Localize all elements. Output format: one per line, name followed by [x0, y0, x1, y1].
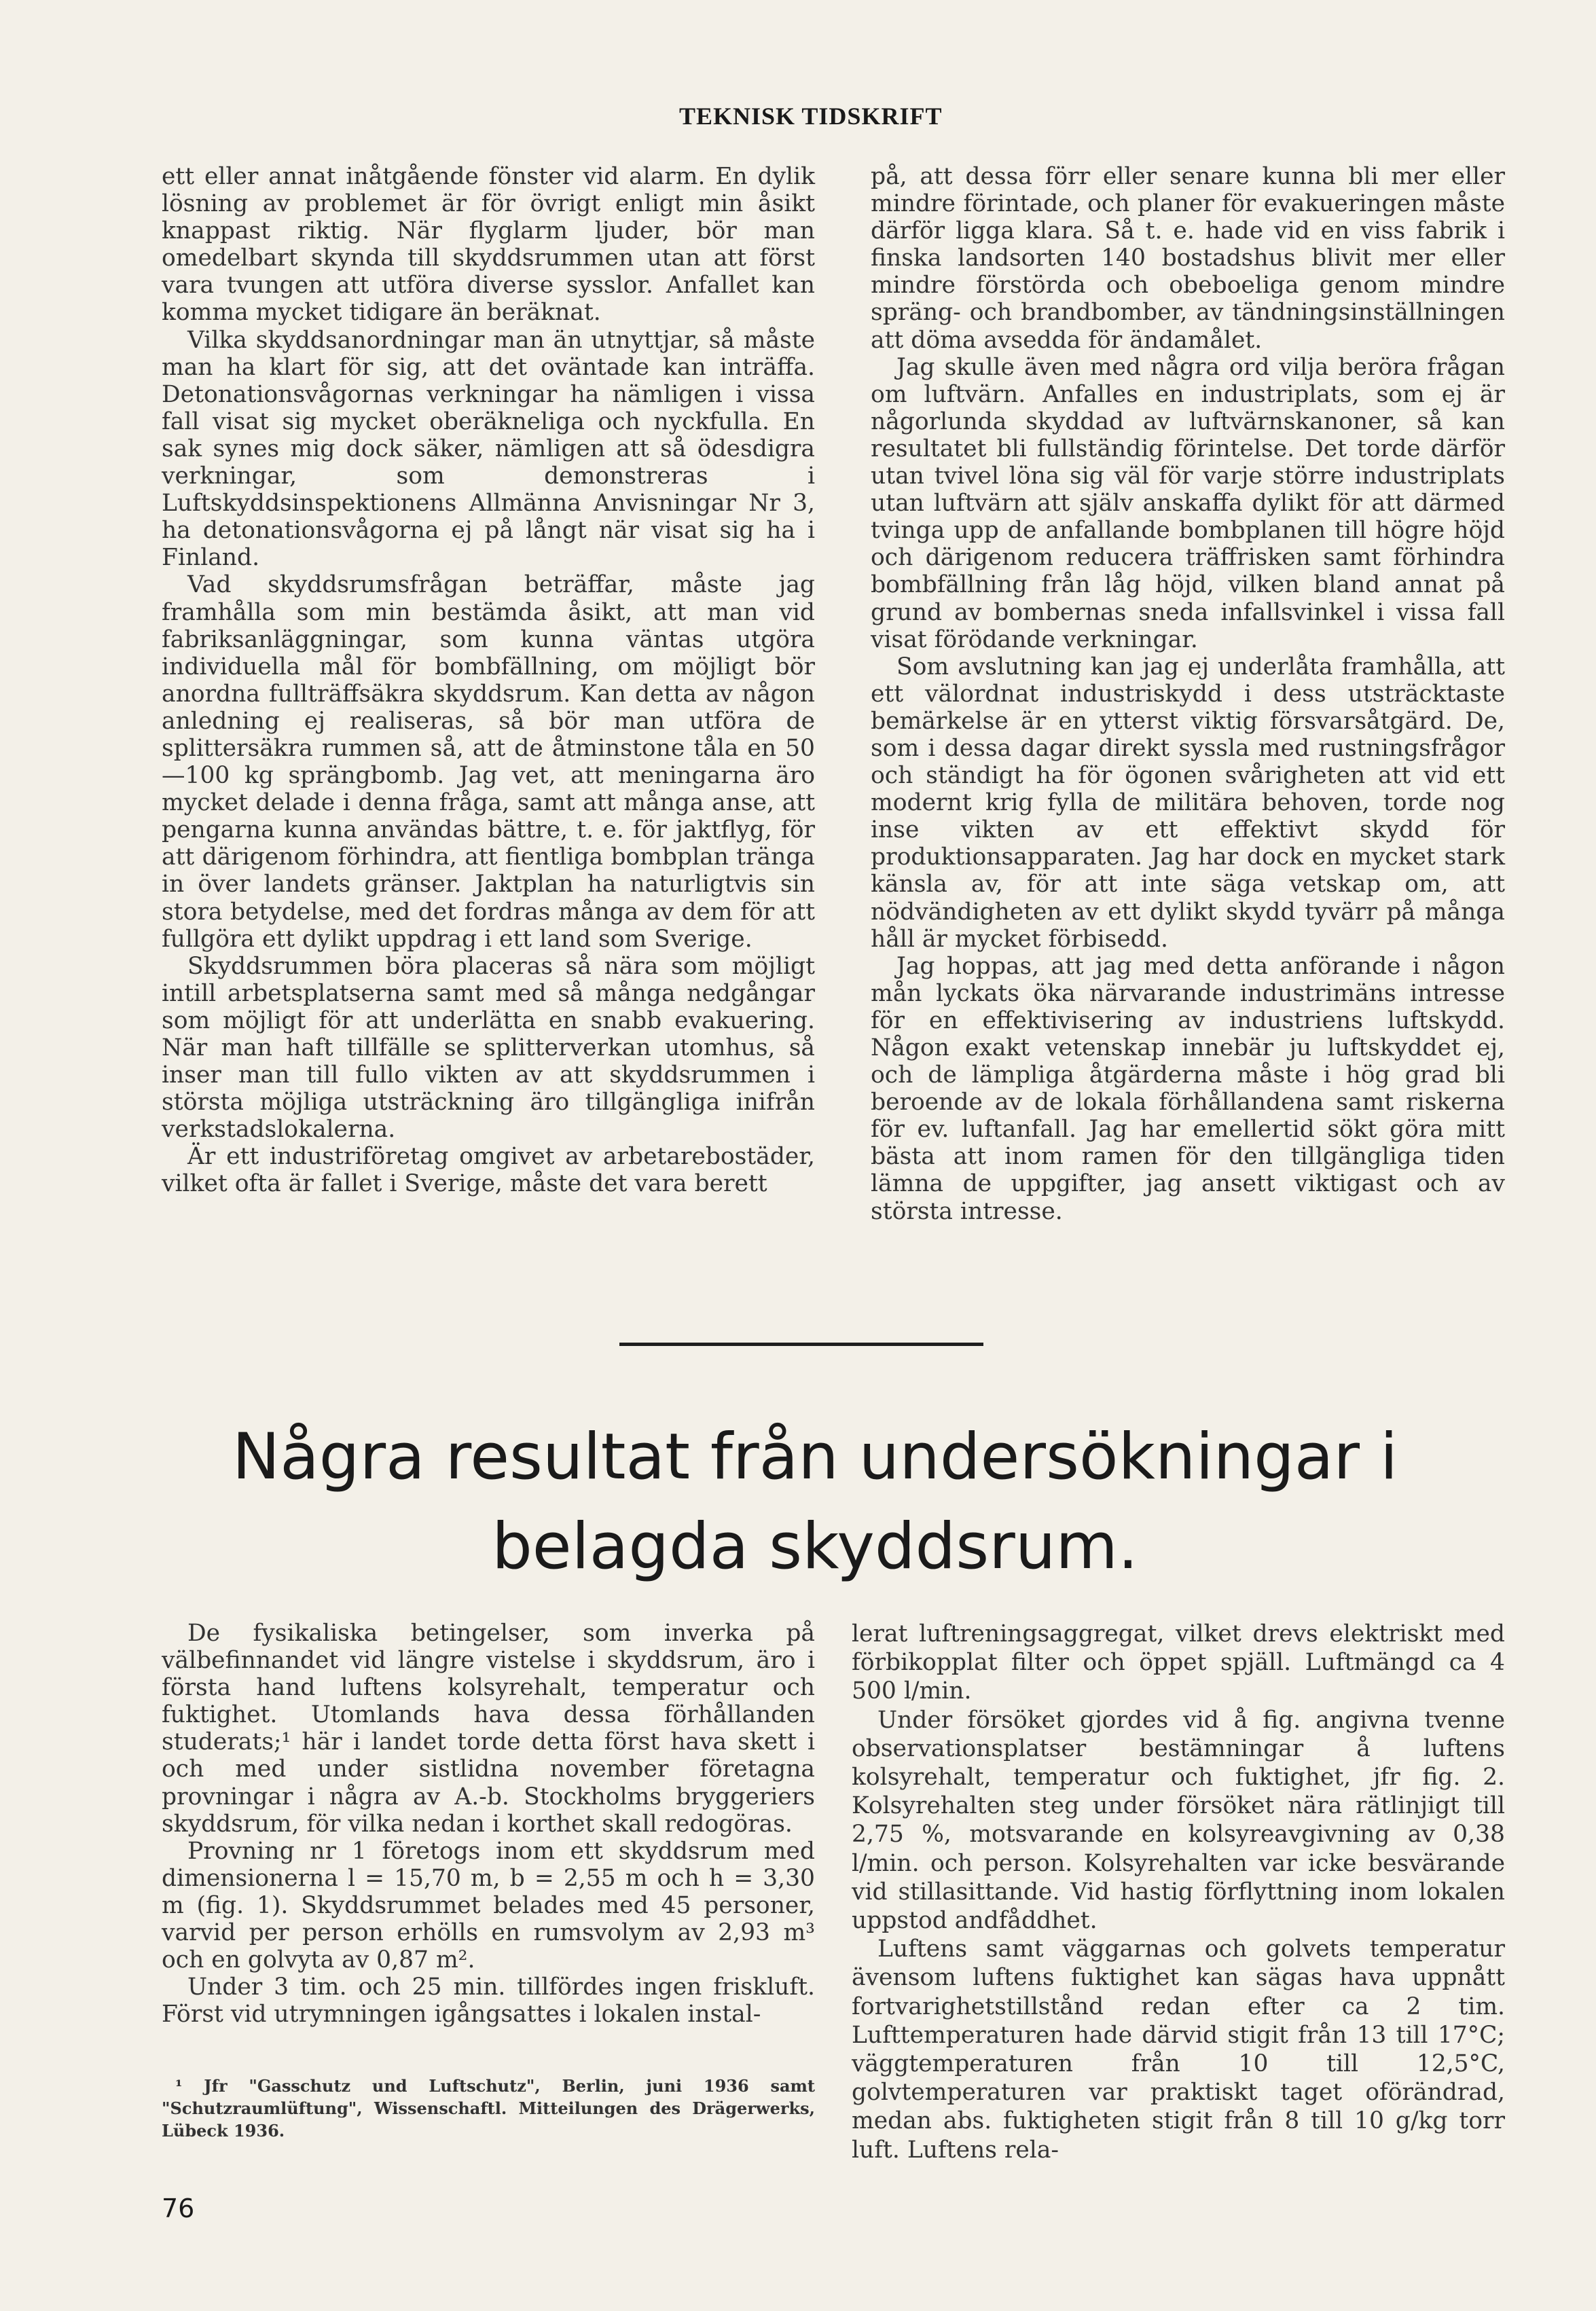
paragraph: Som avslutning kan jag ej underlåta framhålla, att ett välordnat industriskydd i dess utsträcktaste bemärkelse är en ytterst viktig försvarsåtgärd. De, som i dessa dagar direkt syssla med rustningsfrågor och ständigt ha för ögonen svårigheten att vid ett modernt krig fylla de militära behoven, torde nog inse vikten av ett effektivt skydd för produktionsapparaten. Jag har dock en mycket stark känsla av, för att inte säga vetskap om, att nödvändigheten av ett dylikt skydd tyvärr på många håll är mycket förbisedd.: [871, 653, 1505, 953]
paragraph: De fysikaliska betingelser, som inverka på välbefinnandet vid längre vistelse i skyddsrum, äro i första hand luftens kolsyrehalt, temperatur och fuktighet. Utomlands hava dessa förhållanden studerats;¹ här i landet torde detta först hava skett i och med under sistlidna november företagna provningar i några av A.-b. Stockholms bryggeriers skyddsrum, för vilka nedan i korthet skall redogöras.: [162, 1620, 815, 1838]
paragraph: Skyddsrummen böra placeras så nära som möjligt intill arbetsplatserna samt med så många nedgångar som möjligt för att underlätta en snabb evakuering. När man haft tillfälle se splitterverkan utomhus, så inser man till fullo vikten av att skyddsrummen i största möjliga utsträckning äro tillgängliga inifrån verkstadslokalerna.: [162, 952, 815, 1144]
paragraph: Är ett industriföretag omgivet av arbetarebostäder, vilket ofta är fallet i Sverige, måste det vara berett: [162, 1143, 815, 1198]
journal-title: TEKNISK TIDSKRIFT: [679, 103, 943, 130]
paragraph: Under försöket gjordes vid å fig. angivna tvenne observationsplatser bestämningar å luftens kolsyrehalt, temperatur och fuktighet, jfr fig. 2. Kolsyrehalten steg under försöket nära rätlinjigt till 2,75 %, motsvarande en kolsyreavgivning av 0,38 l/min. och person. Kolsyrehalten var icke besvärande vid stillasittande. Vid hastig förflyttning inom lokalen uppstod andfåddhet.: [852, 1706, 1505, 1935]
article-title: Några resultat från undersökningar i belagda skyddsrum.: [232, 1420, 1398, 1584]
footnote: ¹ Jfr "Gasschutz und Luftschutz", Berlin, juni 1936 samt "Schutzraumlüftung", Wissenschaftl. Mitteilungen des Drägerwerks, Lübeck 1936.: [162, 2076, 815, 2141]
paragraph: Jag skulle även med några ord vilja beröra frågan om luftvärn. Anfalles en industriplats, som ej är någorlunda skyddad av luftvärnskanoner, så kan resultatet bli fullständig förintelse. Det torde därför utan tvivel löna sig väl för varje större industriplats utan luftvärn att själv anskaffa dylikt för att därmed tvinga upp de anfallande bombplanen till högre höjd och därigenom reducera träffrisken samt förhindra bombfällning från låg höjd, vilken bland annat på grund av bombernas sneda infallsvinkel i vissa fall visat förödande verkningar.: [871, 353, 1505, 653]
section-divider: [619, 1343, 983, 1346]
paragraph: ett eller annat inåtgående fönster vid alarm. En dylik lösning av problemet är för övrigt enligt min åsikt knappast riktig. När flyglarm ljuder, bör man omedelbart skynda till skyddsrummen utan att först vara tvungen att utföra diverse sysslor. Anfallet kan komma mycket tidigare än beräknat.: [162, 163, 815, 327]
paragraph: Jag hoppas, att jag med detta anförande i någon mån lyckats öka närvarande industrimäns intresse för en effektivisering av industriens luftskydd. Någon exakt vetenskap innebär ju luftskyddet ej, och de lämpliga åtgärderna måste i hög grad bli beroende av de lokala förhållandena samt riskerna för ev. luftanfall. Jag har emellertid sökt göra mitt bästa att inom ramen för den tillgängliga tiden lämna de uppgifter, jag ansett viktigast och av största intresse.: [871, 952, 1505, 1225]
article1-column-right: [871, 163, 1505, 1225]
paragraph: Under 3 tim. och 25 min. tillfördes ingen friskluft. Först vid utrymningen igångsattes i lokalen instal-: [162, 1973, 815, 2028]
paragraph: Vad skyddsrumsfrågan beträffar, måste jag framhålla som min bestämda åsikt, att man vid fabriksanläggningar, som kunna väntas utgöra individuella mål för bombfällning, om möjligt bör anordna fullträffsäkra skyddsrum. Kan detta av någon anledning ej realiseras, så bör man utföra de splittersäkra rummen så, att de åtminstone tåla en 50—100 kg sprängbomb. Jag vet, att meningarna äro mycket delade i denna fråga, samt att många anse, att pengarna kunna användas bättre, t. e. för jaktflyg, för att därigenom förhindra, att fientliga bombplan tränga in över landets gränser. Jaktplan ha naturligtvis sin stora betydelse, med det fordras många av dem för att fullgöra ett dylikt uppdrag i ett land som Sverige.: [162, 571, 815, 953]
paragraph: lerat luftreningsaggregat, vilket drevs elektriskt med förbikopplat filter och öppet spjäll. Luftmängd ca 4 500 l/min.: [852, 1620, 1505, 1705]
article1-column-left: [162, 163, 815, 1198]
paragraph: på, att dessa förr eller senare kunna bli mer eller mindre förintade, och planer för evakueringen måste därför ligga klara. Så t. e. hade vid en viss fabrik i finska landsorten 140 bostadshus blivit mer eller mindre förstörda och obeboeliga genom mindre spräng- och brandbomber, av tändningsinställningen att döma avsedda för ändamålet.: [871, 163, 1505, 354]
article2-column-right: [852, 1620, 1505, 2164]
paragraph: Luftens samt väggarnas och golvets temperatur ävensom luftens fuktighet kan sägas hava uppnått fortvarighetstillstånd redan efter ca 2 tim. Lufttemperaturen hade därvid stigit från 13 till 17°C; väggtemperaturen från 10 till 12,5°C, golvtemperaturen var praktiskt taget oförändrad, medan abs. fuktigheten stigit från 8 till 10 g/kg torr luft. Luftens rela-: [852, 1935, 1505, 2164]
paragraph: Provning nr 1 företogs inom ett skyddsrum med dimensionerna l = 15,70 m, b = 2,55 m och h = 3,30 m (fig. 1). Skyddsrummet belades med 45 personer, varvid per person erhölls en rumsvolym av 2,93 m³ och en golvyta av 0,87 m².: [162, 1837, 815, 1974]
page-number: 76: [162, 2194, 195, 2223]
article2-column-left: [162, 1620, 815, 2028]
paragraph: Vilka skyddsanordningar man än utnyttjar, så måste man ha klart för sig, att det oväntade kan inträffa. Detonationsvågornas verkningar ha nämligen i vissa fall visat sig mycket oberäkneliga och nyckfulla. En sak synes mig dock säker, nämligen att så ödesdigra verkningar, som demonstreras i Luftskyddsinspektionens Allmänna Anvisningar Nr 3, ha detonationsvågorna ej på långt när visat sig ha i Finland.: [162, 326, 815, 572]
